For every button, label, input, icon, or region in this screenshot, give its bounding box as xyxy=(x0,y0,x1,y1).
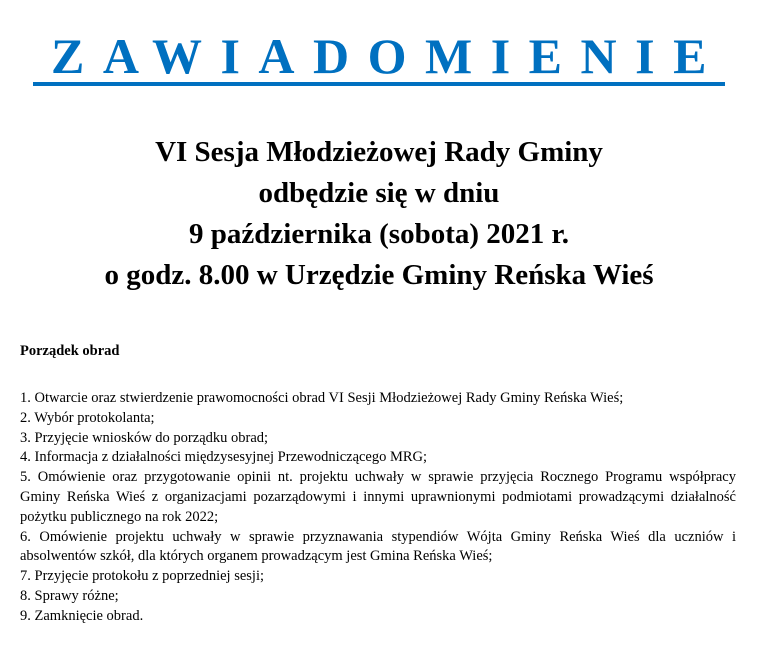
agenda-item-9: 9. Zamknięcie obrad. xyxy=(20,607,144,624)
heading-line-time-place: o godz. 8.00 w Urzędzie Gminy Reńska Wieś xyxy=(104,259,654,291)
agenda-item-4: 4. Informacja z działalności międzysesyjnej Przewodniczącego MRG; xyxy=(20,449,428,466)
agenda-item-5: 5. Omówienie oraz przygotowanie opinii nt. projektu uchwały w sprawie przyjęcia Rocznego Programu współpracy Gminy Reńska Wieś z organizacjami pozarządowymi i innymi uprawnionymi podmiotami prowadzącymi działalność pożytku publicznego na rok 2022; xyxy=(20,469,736,525)
heading-line-date-intro: odbędzie się w dniu xyxy=(258,177,500,209)
agenda-item-1: 1. Otwarcie oraz stwierdzenie prawomocności obrad VI Sesji Młodzieżowej Rady Gminy Reńska Wieś; xyxy=(20,390,624,406)
agenda-item-6: 6. Omówienie projektu uchwały w sprawie przyznawania stypendiów Wójta Gminy Reńska Wieś dla uczniów i absolwentów szkół, dla których organem prowadzącym jest Gmina Reńska Wieś; xyxy=(20,528,736,565)
agenda-item-3: 3. Przyjęcie wniosków do porządku obrad; xyxy=(20,429,269,446)
agenda-item-7: 7. Przyjęcie protokołu z poprzedniej sesji; xyxy=(20,568,265,585)
document-title-block xyxy=(0,30,758,86)
heading-line-date: 9 października (sobota) 2021 r. xyxy=(189,218,569,250)
agenda-item-2: 2. Wybór protokolanta; xyxy=(20,409,155,426)
agenda-item-8: 8. Sprawy różne; xyxy=(20,587,119,604)
session-heading xyxy=(0,132,758,296)
heading-line-session: VI Sesja Młodzieżowej Rady Gminy xyxy=(155,136,603,168)
agenda-title: Porządek obrad xyxy=(20,343,120,359)
agenda-list xyxy=(20,389,736,627)
document-title: ZAWIADOMIENIE xyxy=(33,30,725,86)
